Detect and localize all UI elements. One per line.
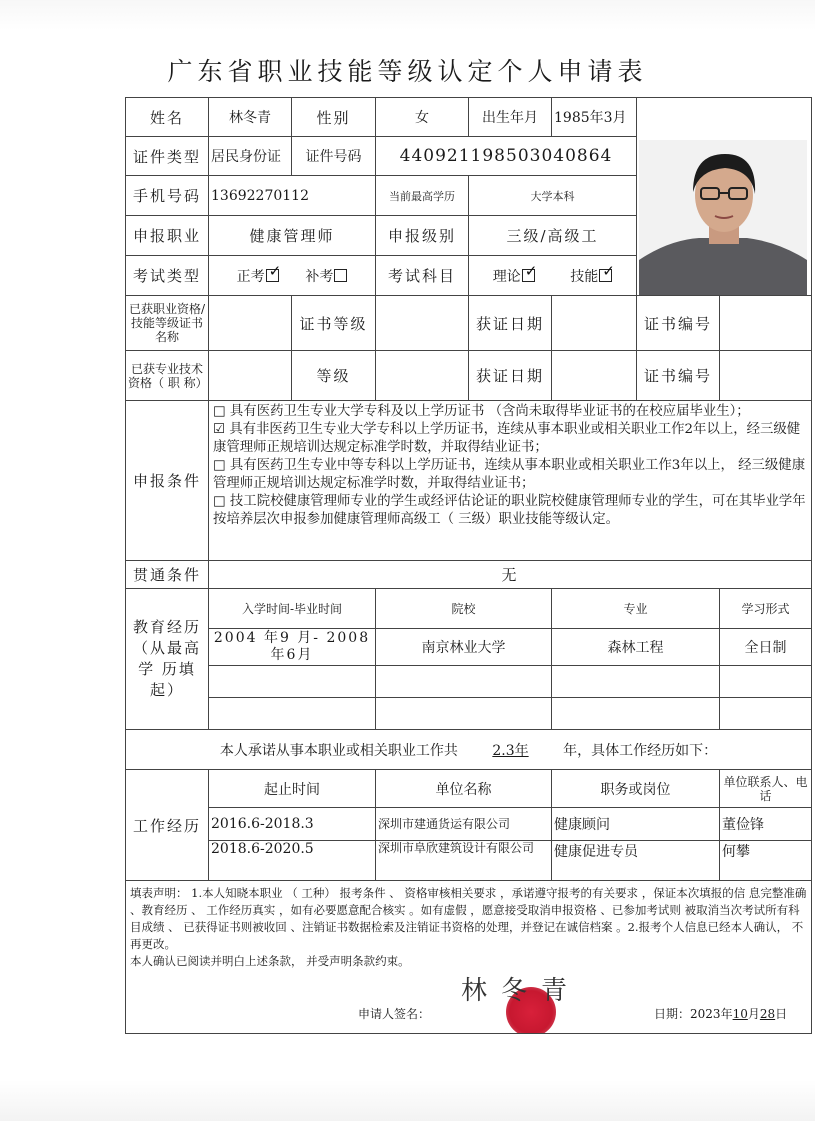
name-value[interactable]: 林冬青 <box>209 98 292 137</box>
edu-major[interactable] <box>552 698 720 730</box>
edu-mode[interactable]: 全日制 <box>720 629 812 666</box>
condition-item[interactable]: □ 具有医药卫生专业中等专科以上学历证书，连续从事本职业或相关职业工作3年以上， 经三级健康管理师正规培训达规定标准学时数，并取得结业证书； <box>213 458 806 491</box>
occupation-label: 申报职业 <box>126 216 209 256</box>
exam-type-label: 考试类型 <box>126 256 209 296</box>
name-label: 姓名 <box>126 98 209 137</box>
tech-title-label: 已获专业技术资格（ 职 称） <box>126 351 209 401</box>
qualification-name-value[interactable] <box>209 296 292 351</box>
date-year[interactable]: 2023 <box>690 1007 721 1021</box>
edu-period[interactable] <box>209 698 376 730</box>
cert-date2-label: 获证日期 <box>469 351 552 401</box>
gender-value[interactable]: 女 <box>376 98 469 137</box>
edu-mode[interactable] <box>720 698 812 730</box>
declaration-text: 填表声明： 1.本人知晓本职业 （ 工种） 报考条件 、 资格审核相关要求 ，承诺遵守报考的有关要求 ，保证本次填报的信 息完整准确 、教育经历 、 工作经历真实 ，如有必要愿意配合核实 。如有虚假 ，愿意接受取消申报资格 、已参加考试则 被取消当次考试所有科目成绩 、 已获得证书则被收回 、注销证书数据检索及注销证书资格的处理，并登记在诚信档案 。2.报考个人信息已经本人确认， 不再更改。 <box>130 886 807 951</box>
exam-type-options <box>209 256 376 296</box>
signature-date[interactable] <box>654 1006 787 1023</box>
edu-school[interactable] <box>376 666 552 698</box>
makeup-exam-checkbox[interactable] <box>334 269 347 282</box>
edu-period[interactable]: 2004 年9 月- 2008年6月 <box>209 629 376 666</box>
work-header-contact: 单位联系人、电话 <box>720 770 812 808</box>
regular-exam-option[interactable] <box>236 261 282 286</box>
date-month-unit: 月 <box>747 1007 760 1021</box>
signature-handwriting[interactable]: 林冬青 <box>461 976 582 1006</box>
date-year-unit: 年 <box>720 1007 733 1021</box>
work-header-period: 起止时间 <box>209 770 376 808</box>
work-period[interactable]: 2016.6-2018.3 <box>209 808 376 841</box>
work-years-value[interactable]: 2.3年 <box>492 742 529 759</box>
edu-period[interactable] <box>209 666 376 698</box>
edu-header-major: 专业 <box>552 589 720 629</box>
conditions-list <box>209 401 812 561</box>
cert-no2-value[interactable] <box>720 351 812 401</box>
edu-school[interactable] <box>376 698 552 730</box>
education-history-label: 教育经历（从最高学 历填起） <box>126 589 209 730</box>
cert-date-label: 获证日期 <box>469 296 552 351</box>
photo-cell <box>637 98 812 296</box>
application-table <box>125 97 812 1034</box>
birth-value[interactable]: 1985年3月 <box>552 98 637 137</box>
regular-exam-label: 正考 <box>236 268 265 285</box>
education-label: 当前最高学历 <box>376 176 469 216</box>
qualification-name-label: 已获职业资格/技能等级证书名称 <box>126 296 209 351</box>
theory-label: 理论 <box>492 268 521 285</box>
exam-subject-label: 考试科目 <box>376 256 469 296</box>
skill-option[interactable] <box>570 261 615 286</box>
makeup-exam-label: 补考 <box>305 268 334 285</box>
education-value[interactable]: 大学本科 <box>469 176 637 216</box>
conditions-label: 申报条件 <box>126 401 209 561</box>
exam-subject-options <box>469 256 637 296</box>
skill-label: 技能 <box>570 268 599 285</box>
cert-level-label: 证书等级 <box>292 296 376 351</box>
check-mark-icon: ✓ <box>602 261 615 280</box>
work-company[interactable]: 深圳市建通货运有限公司 <box>376 808 552 841</box>
edu-major[interactable]: 森林工程 <box>552 629 720 666</box>
date-month[interactable]: 10 <box>732 1007 748 1021</box>
work-position[interactable]: 健康顾问 <box>552 808 720 841</box>
cert-level-value[interactable] <box>376 296 469 351</box>
theory-option[interactable] <box>492 261 538 286</box>
condition-item[interactable]: □ 具有医药卫生专业大学专科及以上学历证书 （含尚未取得毕业证书的在校应届毕业生）； <box>213 404 750 419</box>
work-header-position: 职务或岗位 <box>552 770 720 808</box>
grade-label: 等级 <box>292 351 376 401</box>
gender-label: 性别 <box>292 98 376 137</box>
declaration-cell <box>126 881 812 1034</box>
through-label: 贯通条件 <box>126 561 209 589</box>
cert-no-label: 证书编号 <box>637 296 720 351</box>
condition-item[interactable]: □ 技工院校健康管理师专业的学生或经评估论证的职业院校健康管理师专业的学生，可在其毕业学年按培养层次申报参加健康管理师高级工（ 三级）职业技能等级认定。 <box>213 494 806 527</box>
edu-header-school: 院校 <box>376 589 552 629</box>
check-mark-icon: ✓ <box>268 261 282 280</box>
signature-label: 申请人签名： <box>358 1007 431 1021</box>
through-value[interactable]: 无 <box>209 561 812 589</box>
work-period[interactable]: 2018.6-2020.5 <box>209 841 376 881</box>
work-contact[interactable]: 何攀 <box>720 841 812 881</box>
phone-value[interactable]: 13692270112 <box>209 176 376 216</box>
cert-no-value[interactable] <box>720 296 812 351</box>
id-type-value[interactable]: 居民身份证 <box>209 137 292 176</box>
edu-mode[interactable] <box>720 666 812 698</box>
cert-date-value[interactable] <box>552 296 637 351</box>
edu-major[interactable] <box>552 666 720 698</box>
edu-header-period: 入学时间-毕业时间 <box>209 589 376 629</box>
level-label: 申报级别 <box>376 216 469 256</box>
work-statement-suffix: 年，具体工作经历如下： <box>563 742 718 759</box>
date-day[interactable]: 28 <box>759 1007 776 1021</box>
form-title: 广东省职业技能等级认定个人申请表 <box>167 57 648 86</box>
regular-exam-checkbox[interactable] <box>266 261 282 282</box>
grade-value[interactable] <box>376 351 469 401</box>
theory-checkbox[interactable] <box>522 261 538 282</box>
work-position[interactable]: 健康促进专员 <box>552 841 720 881</box>
date-label: 日期： <box>654 1007 691 1021</box>
occupation-value[interactable]: 健康管理师 <box>209 216 376 256</box>
id-no-label: 证件号码 <box>292 137 376 176</box>
work-statement-prefix: 本人承诺从事本职业或相关职业工作共 <box>219 742 458 759</box>
work-company[interactable]: 深圳市阜欣建筑设计有限公司 <box>376 841 552 881</box>
makeup-exam-option[interactable] <box>305 266 347 286</box>
work-contact[interactable]: 董俭锋 <box>720 808 812 841</box>
edu-school[interactable]: 南京林业大学 <box>376 629 552 666</box>
date-day-unit: 日 <box>775 1007 788 1021</box>
check-mark-icon: ✓ <box>524 261 538 280</box>
skill-checkbox[interactable] <box>599 261 615 282</box>
edu-header-mode: 学习形式 <box>720 589 812 629</box>
condition-item[interactable]: ☑ 具有非医药卫生专业大学专科以上学历证书，连续从事本职业或相关职业工作2年以上，经三级健康管理师正规培训达规定标准学时数，并取得结业证书； <box>213 422 801 455</box>
work-statement <box>126 730 812 770</box>
phone-label: 手机号码 <box>126 176 209 216</box>
level-value[interactable]: 三级/高级工 <box>469 216 637 256</box>
applicant-photo <box>639 140 807 296</box>
id-no-value[interactable]: 440921198503040864 <box>376 137 637 176</box>
tech-title-value[interactable] <box>209 351 292 401</box>
work-history-label: 工作经历 <box>126 770 209 881</box>
work-header-company: 单位名称 <box>376 770 552 808</box>
id-type-label: 证件类型 <box>126 137 209 176</box>
declaration-confirm: 本人确认已阅读并明白上述条款， 并受声明条款约束。 <box>130 954 410 968</box>
birth-label: 出生年月 <box>469 98 552 137</box>
cert-no2-label: 证书编号 <box>637 351 720 401</box>
cert-date2-value[interactable] <box>552 351 637 401</box>
